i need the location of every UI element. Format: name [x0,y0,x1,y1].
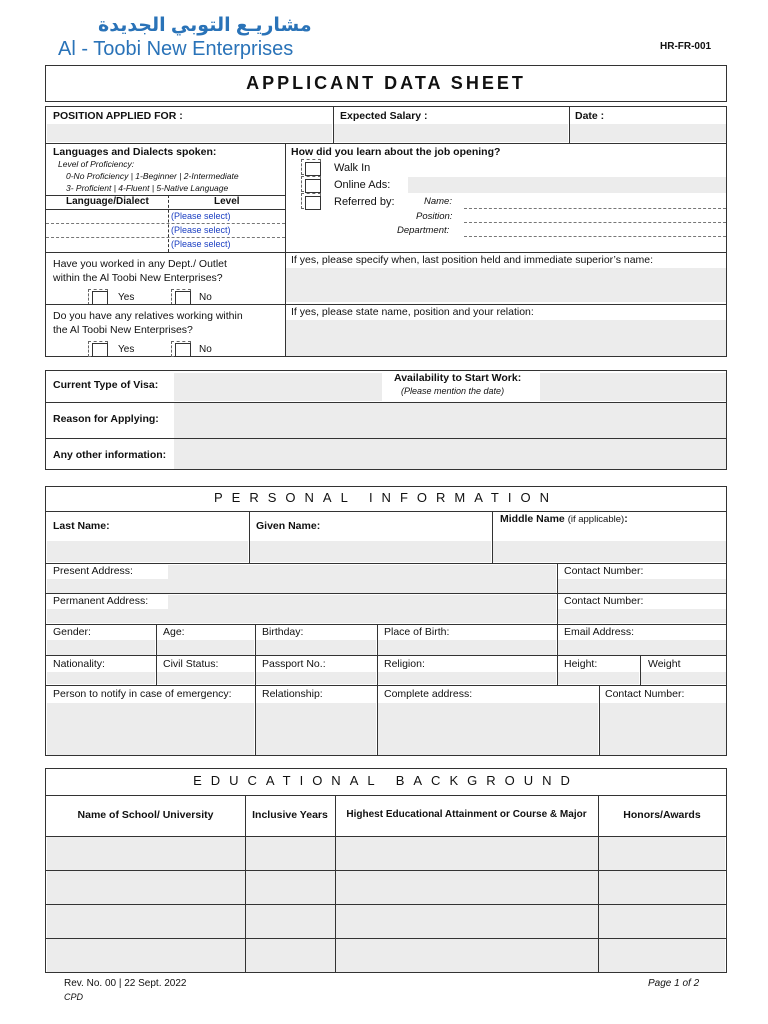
religion-input[interactable] [378,672,556,684]
referred-by-label: Referred by: [334,196,395,208]
emergency-contact-label: Contact Number: [605,688,685,700]
permanent-address-input[interactable] [47,609,556,623]
worked-before-followup-label: If yes, please specify when, last position held and immediate superior’s name: [291,254,654,266]
referrer-name-label: Name: [424,196,452,207]
job-source-question: How did you learn about the job opening? [291,146,501,158]
walk-in-label: Walk In [334,162,371,174]
complete-address-label: Complete address: [384,688,473,700]
relatives-question-line1: Do you have any relatives working within [53,310,243,322]
online-ads-label: Online Ads: [334,179,391,191]
languages-title: Languages and Dialects spoken: [53,146,217,158]
weight-label: Weight [648,658,681,670]
passport-input[interactable] [256,672,376,684]
birthday-label: Birthday: [262,626,304,638]
passport-label: Passport No.: [262,658,326,670]
birthday-input[interactable] [256,640,376,655]
personal-info-section [45,486,727,756]
table-row[interactable] [47,905,725,938]
complete-address-input[interactable] [378,703,598,755]
gender-input[interactable] [47,640,155,655]
table-row[interactable] [47,871,725,904]
civil-status-input[interactable] [157,672,254,684]
email-input[interactable] [558,640,726,655]
emergency-person-input[interactable] [47,703,254,755]
worked-before-yes-label: Yes [118,292,135,303]
relatives-yes-label: Yes [118,344,135,355]
middle-name-text: Middle Name [500,513,565,525]
referred-by-checkbox[interactable] [305,196,321,210]
middle-name-colon: : [624,513,628,525]
reason-input[interactable] [174,403,726,438]
permanent-contact-input[interactable] [558,609,726,623]
visa-section [45,370,727,470]
relatives-question-line2: the Al Toobi New Enterprises? [53,324,193,336]
level-select-3[interactable]: (Please select) [171,239,231,249]
date-input[interactable] [570,124,726,142]
education-title: EDUCATIONAL BACKGROUND [193,773,579,788]
availability-note: (Please mention the date) [401,386,505,396]
company-logo [58,14,312,64]
permanent-address-label: Permanent Address: [53,595,149,607]
level-select-1[interactable]: (Please select) [171,211,231,221]
given-name-input[interactable] [250,541,491,562]
expected-salary-input[interactable] [334,124,568,142]
referrer-position-label: Position: [416,211,453,222]
relatives-details-input[interactable] [286,320,726,356]
online-ads-input[interactable] [408,177,726,193]
table-row[interactable] [47,939,725,972]
expected-salary-label: Expected Salary : [340,110,428,122]
revision-number: Rev. No. 00 | 22 Sept. 2022 [64,978,187,989]
given-name-label: Given Name: [256,520,321,532]
worked-before-details-input[interactable] [286,268,726,302]
level-select-2[interactable]: (Please select) [171,225,231,235]
online-ads-checkbox[interactable] [305,179,321,193]
age-label: Age: [163,626,185,638]
visa-label: Current Type of Visa: [53,379,159,391]
age-input[interactable] [157,640,254,655]
personal-info-title: PERSONAL INFORMATION [214,490,558,505]
relatives-followup-label: If yes, please state name, position and your relation: [291,306,534,318]
attainment-column-header: Highest Educational Attainment or Course & Major [346,809,587,820]
weight-input[interactable] [641,672,726,684]
position-applied-label: POSITION APPLIED FOR : [53,110,183,122]
present-address-input[interactable] [47,579,556,593]
availability-label: Availability to Start Work: [394,372,522,384]
school-column-header: Name of School/ University [77,809,214,821]
height-input[interactable] [558,672,639,684]
education-section [45,768,727,973]
availability-input[interactable] [540,373,726,401]
worked-before-yes-checkbox[interactable] [92,291,108,305]
religion-label: Religion: [384,658,425,670]
middle-name-input[interactable] [493,541,726,562]
permanent-contact-label: Contact Number: [564,595,644,607]
table-row[interactable] [47,837,725,870]
department-code: CPD [64,992,84,1002]
walk-in-checkbox[interactable] [305,162,321,176]
level-column-header: Level [214,196,240,207]
present-contact-input[interactable] [558,579,726,593]
years-column-header: Inclusive Years [252,809,328,821]
proficiency-title: Level of Proficiency: [58,159,135,169]
worked-before-question-line1: Have you worked in any Dept./ Outlet [53,258,227,270]
relatives-yes-checkbox[interactable] [92,343,108,357]
last-name-input[interactable] [47,541,248,562]
proficiency-scale-line1: 0-No Proficiency | 1-Beginner | 2-Intermediate [66,171,239,181]
language-column-header: Language/Dialect [66,196,149,207]
proficiency-scale-line2: 3- Proficient | 4-Fluent | 5-Native Language [66,183,229,193]
honors-column-header: Honors/Awards [623,809,701,821]
relatives-no-label: No [199,344,212,355]
date-label: Date : [575,110,605,122]
referrer-department-label: Department: [397,225,450,236]
place-of-birth-label: Place of Birth: [384,626,450,638]
last-name-label: Last Name: [53,520,110,532]
nationality-label: Nationality: [53,658,105,670]
civil-status-label: Civil Status: [163,658,219,670]
logo-arabic-text: مشاريـع التوبي الجديدة [98,15,312,36]
middle-name-note: (if applicable) [567,514,625,525]
height-label: Height: [564,658,598,670]
emergency-contact-input[interactable] [600,703,726,755]
place-of-birth-input[interactable] [378,640,556,655]
present-contact-label: Contact Number: [564,565,644,577]
other-info-input[interactable] [174,439,726,469]
form-code: HR-FR-001 [660,41,712,52]
worked-before-no-checkbox[interactable] [175,291,191,305]
title-box [45,65,727,102]
relatives-no-checkbox[interactable] [175,343,191,357]
visa-input[interactable] [174,373,382,401]
page-number: Page 1 of 2 [648,978,700,989]
gender-label: Gender: [53,626,91,638]
position-applied-input[interactable] [47,124,332,142]
page-title: APPLICANT DATA SHEET [246,73,526,93]
relationship-input[interactable] [256,703,376,755]
worked-before-question-line2: within the Al Toobi New Enterprises? [53,272,223,284]
logo-english-text: Al - Toobi New Enterprises [58,38,294,60]
email-label: Email Address: [564,626,635,638]
middle-name-label [500,513,628,525]
reason-label: Reason for Applying: [53,413,159,425]
emergency-person-label: Person to notify in case of emergency: [53,688,232,700]
application-section [45,106,727,357]
present-address-label: Present Address: [53,565,133,577]
relationship-label: Relationship: [262,688,323,700]
worked-before-no-label: No [199,292,212,303]
nationality-input[interactable] [47,672,155,684]
other-info-label: Any other information: [53,449,167,461]
